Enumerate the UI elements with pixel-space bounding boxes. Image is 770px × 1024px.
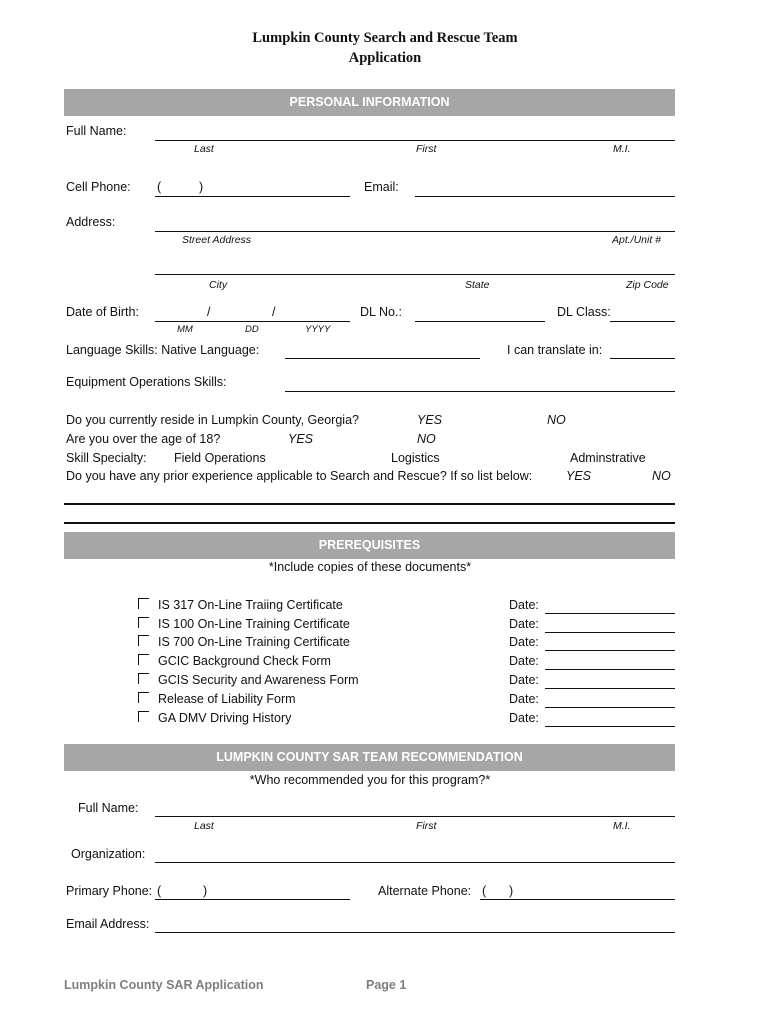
prereq-note (0, 560, 740, 574)
dl-class-field[interactable] (610, 321, 675, 322)
experience-line-1[interactable] (64, 503, 675, 505)
prereq-date-label: Date: (509, 617, 539, 631)
prereq-date-field[interactable] (545, 650, 675, 651)
alternate-phone-label: Alternate Phone: (378, 884, 472, 898)
prereq-item: IS 100 On-Line Training Certificate (158, 617, 350, 631)
prereq-checkbox[interactable] (138, 673, 149, 684)
prereq-date-label: Date: (509, 673, 539, 687)
native-language-field[interactable] (285, 358, 480, 359)
apt-unit-caption: Apt./Unit # (612, 234, 662, 246)
cell-phone-paren-open: ( (157, 180, 162, 194)
primary-phone-field[interactable] (155, 899, 350, 900)
city-caption: City (209, 279, 228, 291)
dob-label: Date of Birth: (66, 305, 139, 319)
experience-question: Do you have any prior experience applicable to Search and Rescue? If so list below: (66, 469, 533, 483)
prereq-date-label: Date: (509, 635, 539, 649)
form-subtitle: Application (348, 50, 422, 66)
recommender-first-caption: First (416, 820, 437, 832)
organization-label: Organization: (71, 847, 146, 861)
prereq-checkbox[interactable] (138, 692, 149, 703)
experience-yes[interactable]: YES (566, 469, 592, 483)
recommender-email-label: Email Address: (66, 917, 150, 931)
skill-logistics[interactable]: Logistics (391, 451, 440, 465)
prereq-checkbox[interactable] (138, 617, 149, 628)
city-state-zip-field[interactable] (155, 274, 675, 275)
dl-no-field[interactable] (415, 321, 545, 322)
section-header-personal: PERSONAL INFORMATION (64, 89, 675, 116)
last-caption: Last (194, 143, 214, 155)
yyyy-caption: YYYY (305, 324, 331, 335)
section-header-recommendation: LUMPKIN COUNTY SAR TEAM RECOMMENDATION (64, 744, 675, 771)
prereq-date-field[interactable] (545, 726, 675, 727)
mi-caption: M.I. (613, 143, 631, 155)
recommender-full-name-label: Full Name: (78, 801, 139, 815)
recommender-last-caption: Last (194, 820, 214, 832)
skill-field-operations[interactable]: Field Operations (174, 451, 266, 465)
reside-no[interactable]: NO (547, 413, 566, 427)
recommender-full-name-field[interactable] (155, 816, 675, 817)
dl-no-label: DL No.: (360, 305, 402, 319)
reside-yes[interactable]: YES (417, 413, 443, 427)
prereq-item: GCIS Security and Awareness Form (158, 673, 359, 687)
dd-caption: DD (245, 324, 259, 335)
dob-slash-2: / (272, 305, 276, 319)
zip-caption: Zip Code (626, 279, 669, 291)
address-label: Address: (66, 215, 116, 229)
prereq-item: IS 317 On-Line Traiing Certificate (158, 598, 343, 612)
full-name-label: Full Name: (66, 124, 127, 138)
prereq-checkbox[interactable] (138, 635, 149, 646)
footer-page: Page 1 (366, 978, 407, 992)
email-field[interactable] (415, 196, 675, 197)
recommend-note (0, 773, 740, 787)
recommender-email-field[interactable] (155, 932, 675, 933)
prereq-item: IS 700 On-Line Training Certificate (158, 635, 350, 649)
age-question: Are you over the age of 18? (66, 432, 221, 446)
prereq-item: Release of Liability Form (158, 692, 296, 706)
translate-label: I can translate in: (507, 343, 603, 357)
prereq-date-field[interactable] (545, 613, 675, 614)
first-caption: First (416, 143, 437, 155)
dl-class-label: DL Class: (557, 305, 611, 319)
section-header-prerequisites: PREREQUISITES (64, 532, 675, 559)
alternate-phone-field[interactable] (480, 899, 675, 900)
street-address-field[interactable] (155, 231, 675, 232)
equipment-label: Equipment Operations Skills: (66, 375, 227, 389)
email-label: Email: (364, 180, 399, 194)
primary-phone-label: Primary Phone: (66, 884, 153, 898)
recommender-mi-caption: M.I. (613, 820, 631, 832)
state-caption: State (465, 279, 490, 291)
skill-specialty-label: Skill Specialty: (66, 451, 147, 465)
prereq-date-field[interactable] (545, 669, 675, 670)
age-yes[interactable]: YES (288, 432, 314, 446)
prereq-date-field[interactable] (545, 707, 675, 708)
footer-title: Lumpkin County SAR Application (64, 978, 264, 992)
dob-slash-1: / (207, 305, 211, 319)
prereq-date-label: Date: (509, 692, 539, 706)
experience-no[interactable]: NO (652, 469, 671, 483)
street-address-caption: Street Address (182, 234, 252, 246)
prereq-date-label: Date: (509, 654, 539, 668)
prereq-date-label: Date: (509, 711, 539, 725)
reside-question: Do you currently reside in Lumpkin County, Georgia? (66, 413, 359, 427)
cell-phone-field[interactable] (155, 196, 350, 197)
primary-phone-paren-open: ( (157, 884, 162, 898)
prereq-checkbox[interactable] (138, 598, 149, 609)
prereq-date-field[interactable] (545, 632, 675, 633)
prereq-date-field[interactable] (545, 688, 675, 689)
prereq-checkbox[interactable] (138, 654, 149, 665)
cell-phone-label: Cell Phone: (66, 180, 131, 194)
equipment-field[interactable] (285, 391, 675, 392)
form-title: Lumpkin County Search and Rescue Team (252, 30, 518, 46)
recommend-note-text: *Who recommended you for this program?* (249, 773, 491, 787)
language-label: Language Skills: Native Language: (66, 343, 260, 357)
prereq-item: GCIC Background Check Form (158, 654, 331, 668)
age-no[interactable]: NO (417, 432, 436, 446)
experience-line-2[interactable] (64, 522, 675, 524)
dob-field[interactable] (155, 321, 350, 322)
prereq-item: GA DMV Driving History (158, 711, 292, 725)
translate-field[interactable] (610, 358, 675, 359)
skill-administrative[interactable]: Adminstrative (570, 451, 646, 465)
alternate-phone-paren-open: ( (482, 884, 487, 898)
primary-phone-paren-close: ) (203, 884, 208, 898)
alternate-phone-paren-close: ) (509, 884, 514, 898)
prereq-checkbox[interactable] (138, 711, 149, 722)
full-name-field[interactable] (155, 140, 675, 141)
mm-caption: MM (177, 324, 193, 335)
prereq-date-label: Date: (509, 598, 539, 612)
prereq-note-text: *Include copies of these documents* (268, 560, 472, 574)
organization-field[interactable] (155, 862, 675, 863)
cell-phone-paren-close: ) (199, 180, 204, 194)
